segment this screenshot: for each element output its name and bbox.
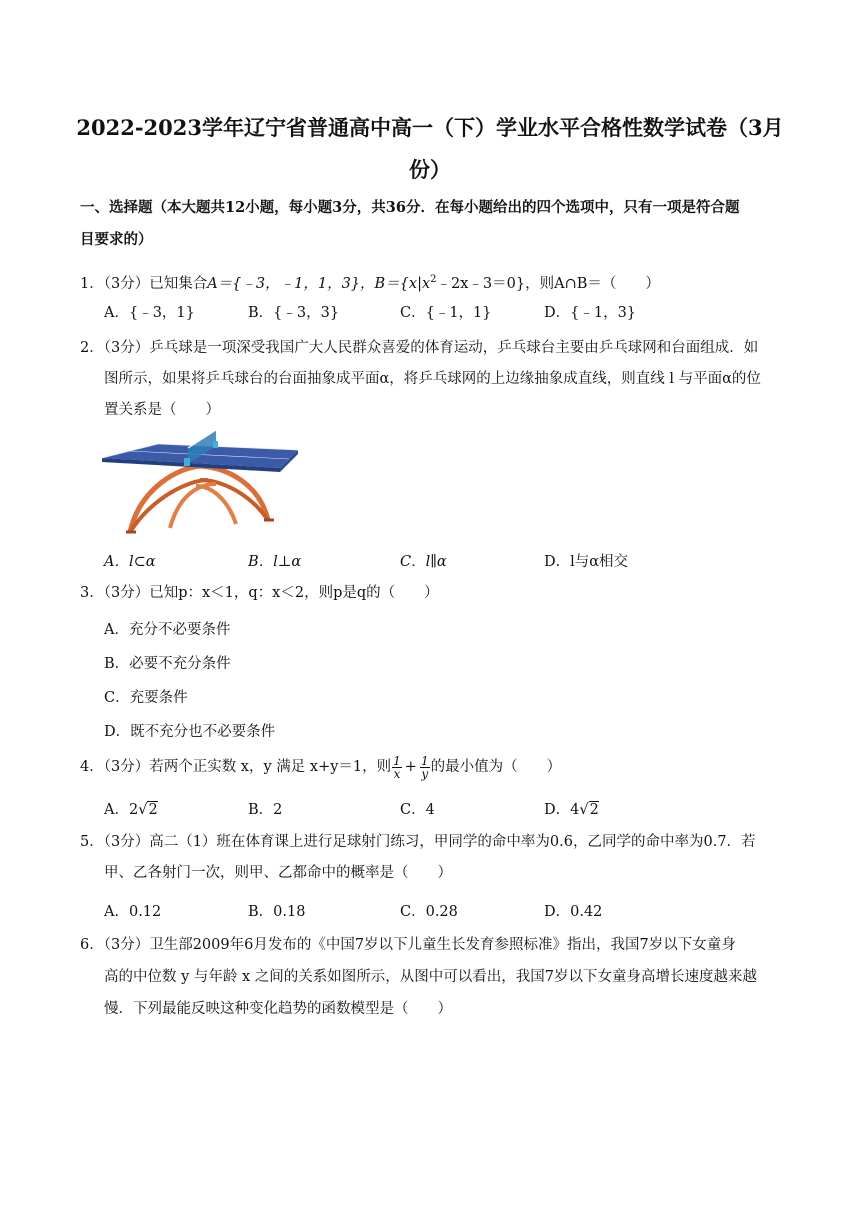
ping-pong-table-image bbox=[100, 428, 300, 540]
q3-option-d[interactable]: D．既不充分也不必要条件 bbox=[104, 724, 276, 740]
q4-stem-pre: 4．（3分）若两个正实数 x，y 满足 x+y＝1，则 bbox=[80, 759, 392, 775]
q4-frac2-numerator: 1 bbox=[420, 753, 429, 768]
q4-stem-post: 的最小值为（ ） bbox=[430, 759, 562, 775]
q2-option-c[interactable]: C．l∥α bbox=[400, 554, 447, 570]
section-heading-line-1: 一、选择题（本大题共12小题，每小题3分，共36分．在每小题给出的四个选项中，只有一项是符合题 bbox=[80, 199, 740, 216]
q1-exponent: 2 bbox=[430, 274, 437, 285]
question-5-stem-line-1: 5．（3分）高二（1）班在体育课上进行足球射门练习，甲同学的命中率为0.6，乙同学的命中率为0.7．若 bbox=[80, 834, 756, 850]
q4-option-d-text: D．4 bbox=[544, 802, 580, 818]
q1-option-c[interactable]: C．{﹣1，1} bbox=[400, 305, 492, 321]
q4-plus: + bbox=[404, 759, 417, 775]
q4-option-d[interactable] bbox=[544, 798, 599, 819]
exam-title-line-1: 2022-2023学年辽宁省普通高中高一（下）学业水平合格性数学试卷（3月 bbox=[76, 115, 784, 140]
question-4-options bbox=[104, 798, 784, 822]
q2-option-a[interactable]: A．l⊂α bbox=[104, 554, 156, 570]
q4-option-d-radicand: 2 bbox=[589, 802, 599, 818]
question-4-stem bbox=[80, 752, 780, 783]
question-6-stem-line-2: 高的中位数 y 与年龄 x 之间的关系如图所示，从图中可以看出，我国7岁以下女童身高增长速度越来越 bbox=[104, 969, 758, 985]
q4-fraction-1-over-x bbox=[392, 755, 402, 780]
q2-option-d[interactable]: D．l与α相交 bbox=[544, 554, 629, 570]
q1-ask: A∩B＝（ ） bbox=[554, 275, 660, 292]
q4-option-a-radicand: 2 bbox=[148, 802, 158, 818]
question-2-stem-line-2: 图所示，如果将乒乓球台的台面抽象成平面α，将乒乓球网的上边缘抽象成直线，则直线 l 与平面α的位 bbox=[104, 371, 761, 387]
q4-fraction-1-over-y bbox=[420, 755, 430, 780]
q4-option-c[interactable]: C．4 bbox=[400, 802, 435, 818]
sqrt-icon: √ bbox=[138, 802, 148, 818]
question-2-options bbox=[104, 550, 784, 574]
q1-set-b-pre: B＝{x|x bbox=[374, 275, 431, 292]
sqrt-icon: √ bbox=[579, 802, 589, 818]
ping-pong-table-illustration bbox=[100, 428, 300, 540]
q1-set-b-post: ﹣2x﹣3＝0}，则 bbox=[436, 275, 555, 292]
exam-title-line-2: 份） bbox=[409, 157, 451, 182]
q1-option-a[interactable]: A．{﹣3，1} bbox=[104, 305, 195, 321]
question-5-options bbox=[104, 900, 784, 924]
q3-option-a[interactable]: A．充分不必要条件 bbox=[104, 622, 231, 638]
question-5-stem-line-2: 甲、乙各射门一次，则甲、乙都命中的概率是（ ） bbox=[104, 865, 452, 881]
question-6-stem-line-1: 6．（3分）卫生部2009年6月发布的《中国7岁以下儿童生长发育参照标准》指出，我国7岁以下女童身 bbox=[80, 937, 736, 953]
q5-option-a[interactable]: A．0.12 bbox=[104, 904, 162, 920]
q4-frac1-denominator: x bbox=[393, 766, 401, 781]
q4-frac2-denominator: y bbox=[421, 766, 429, 781]
q4-frac1-numerator: 1 bbox=[393, 753, 401, 768]
q5-option-d[interactable]: D．0.42 bbox=[544, 904, 603, 920]
question-1-options bbox=[104, 301, 784, 325]
q1-option-d[interactable]: D．{﹣1，3} bbox=[544, 305, 637, 321]
q1-set-a: A＝{﹣3，﹣1，1，3}， bbox=[207, 275, 375, 292]
q5-option-c[interactable]: C．0.28 bbox=[400, 904, 458, 920]
q4-option-a-text: A．2 bbox=[104, 802, 139, 818]
q2-option-b[interactable]: B．l⊥α bbox=[248, 554, 302, 570]
q3-option-c[interactable]: C．充要条件 bbox=[104, 690, 188, 706]
q1-prefix: 1．（3分）已知集合 bbox=[80, 275, 208, 292]
section-heading-line-2: 目要求的） bbox=[80, 231, 153, 248]
q4-option-b[interactable]: B．2 bbox=[248, 802, 283, 818]
question-2-stem-line-3: 置关系是（ ） bbox=[104, 402, 220, 418]
q3-option-b[interactable]: B．必要不充分条件 bbox=[104, 656, 231, 672]
question-3-stem: 3．（3分）已知p：x＜1，q：x＜2，则p是q的（ ） bbox=[80, 585, 439, 601]
q1-option-b[interactable]: B．{﹣3，3} bbox=[248, 305, 340, 321]
q4-option-a[interactable] bbox=[104, 798, 158, 819]
question-1-stem bbox=[80, 264, 780, 300]
q5-option-b[interactable]: B．0.18 bbox=[248, 904, 306, 920]
question-6-stem-line-3: 慢．下列最能反映这种变化趋势的函数模型是（ ） bbox=[104, 1001, 452, 1017]
question-2-stem-line-1: 2．（3分）乒乓球是一项深受我国广大人民群众喜爱的体育运动，乒乓球台主要由乒乓球网和台面组成．如 bbox=[80, 340, 759, 356]
